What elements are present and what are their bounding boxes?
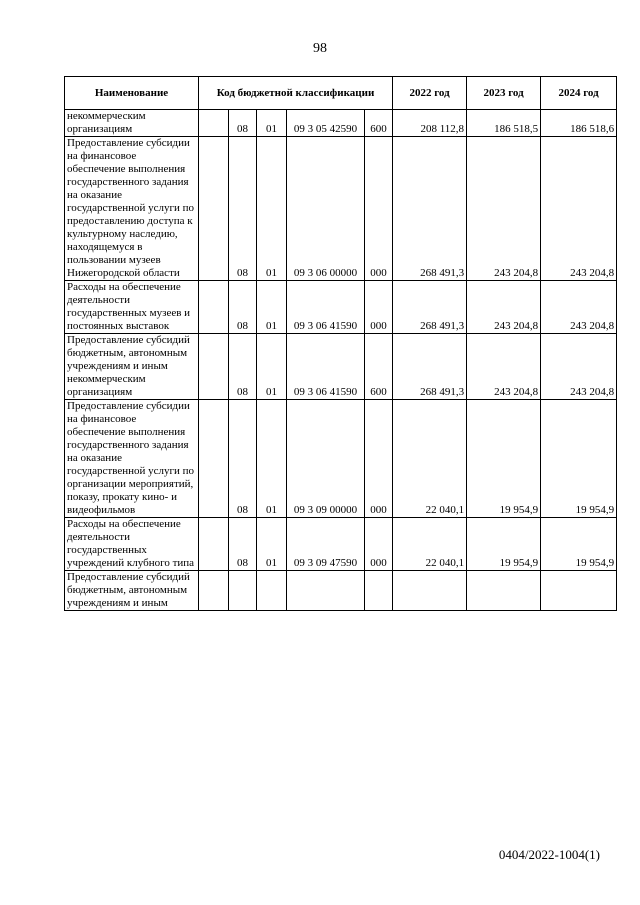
cell-vr: 600 [365, 334, 393, 400]
cell-ved [199, 110, 229, 137]
cell-name: Предоставление субсидии на финансовое обеспечение выполнения государственного задания на оказание государственной услуги по организации мероприятий, показу, прокату кино- и видеофильмов [65, 400, 199, 518]
cell-ved [199, 571, 229, 611]
header-code: Код бюджетной классификации [199, 77, 393, 110]
cell-2024: 19 954,9 [541, 400, 617, 518]
table-row [65, 400, 617, 518]
cell-vr: 000 [365, 137, 393, 281]
cell-csr: 09 3 09 47590 [287, 518, 365, 571]
cell-pr: 01 [257, 137, 287, 281]
header-2024: 2024 год [541, 77, 617, 110]
cell-rz: 08 [229, 281, 257, 334]
cell-2023: 243 204,8 [467, 137, 541, 281]
cell-name: Предоставление субсидий бюджетным, автономным учреждениям и иным некоммерческим организациям [65, 334, 199, 400]
cell-2024 [541, 571, 617, 611]
cell-2023: 19 954,9 [467, 400, 541, 518]
cell-rz [229, 571, 257, 611]
cell-2024: 243 204,8 [541, 137, 617, 281]
table-row [65, 518, 617, 571]
cell-csr: 09 3 06 41590 [287, 281, 365, 334]
cell-2022: 208 112,8 [393, 110, 467, 137]
cell-2023 [467, 571, 541, 611]
budget-table [64, 76, 617, 611]
cell-pr: 01 [257, 281, 287, 334]
cell-2024: 19 954,9 [541, 518, 617, 571]
cell-ved [199, 137, 229, 281]
cell-rz: 08 [229, 137, 257, 281]
table-row [65, 334, 617, 400]
cell-rz: 08 [229, 110, 257, 137]
cell-vr: 600 [365, 110, 393, 137]
cell-csr [287, 571, 365, 611]
document-code: 0404/2022-1004(1) [498, 847, 600, 862]
cell-2023: 243 204,8 [467, 281, 541, 334]
cell-vr: 000 [365, 281, 393, 334]
cell-2022: 22 040,1 [393, 400, 467, 518]
header-row [65, 77, 617, 110]
cell-csr: 09 3 06 00000 [287, 137, 365, 281]
cell-name: Расходы на обеспечение деятельности государственных музеев и постоянных выставок [65, 281, 199, 334]
cell-2022: 22 040,1 [393, 518, 467, 571]
table-row [65, 137, 617, 281]
cell-ved [199, 281, 229, 334]
cell-pr: 01 [257, 334, 287, 400]
cell-2024: 243 204,8 [541, 281, 617, 334]
cell-csr: 09 3 05 42590 [287, 110, 365, 137]
cell-rz: 08 [229, 400, 257, 518]
cell-ved [199, 518, 229, 571]
cell-2022: 268 491,3 [393, 334, 467, 400]
cell-2024: 186 518,6 [541, 110, 617, 137]
cell-csr: 09 3 09 00000 [287, 400, 365, 518]
cell-2024: 243 204,8 [541, 334, 617, 400]
cell-pr: 01 [257, 400, 287, 518]
cell-2023: 243 204,8 [467, 334, 541, 400]
cell-vr: 000 [365, 400, 393, 518]
cell-name: Расходы на обеспечение деятельности государственных учреждений клубного типа [65, 518, 199, 571]
cell-pr [257, 571, 287, 611]
header-2023: 2023 год [467, 77, 541, 110]
cell-ved [199, 400, 229, 518]
cell-vr: 000 [365, 518, 393, 571]
header-2022: 2022 год [393, 77, 467, 110]
cell-2022: 268 491,3 [393, 281, 467, 334]
cell-pr: 01 [257, 110, 287, 137]
cell-pr: 01 [257, 518, 287, 571]
table-row [65, 571, 617, 611]
cell-vr [365, 571, 393, 611]
cell-ved [199, 334, 229, 400]
cell-2023: 19 954,9 [467, 518, 541, 571]
cell-rz: 08 [229, 518, 257, 571]
cell-name: некоммерческим организациям [65, 110, 199, 137]
cell-2023: 186 518,5 [467, 110, 541, 137]
cell-csr: 09 3 06 41590 [287, 334, 365, 400]
cell-name: Предоставление субсидии на финансовое обеспечение выполнения государственного задания на оказание государственной услуги по предоставлению доступа к культурному наследию, находящемуся в пользовании музеев Нижегородской области [65, 137, 199, 281]
table-row [65, 110, 617, 137]
cell-rz: 08 [229, 334, 257, 400]
cell-2022 [393, 571, 467, 611]
cell-name: Предоставление субсидий бюджетным, автономным учреждениям и иным [65, 571, 199, 611]
header-name: Наименование [65, 77, 199, 110]
page-number: 98 [313, 41, 327, 56]
table-row [65, 281, 617, 334]
cell-2022: 268 491,3 [393, 137, 467, 281]
